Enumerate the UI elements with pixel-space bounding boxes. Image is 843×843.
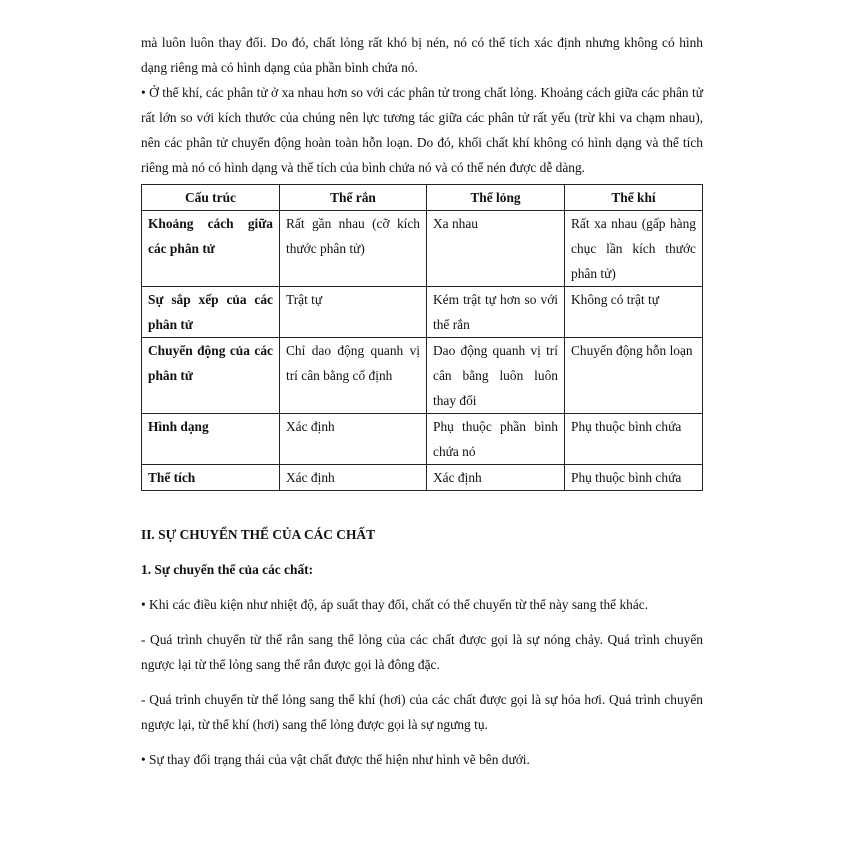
table-row [142, 338, 703, 414]
section-subtitle: 1. Sự chuyển thể của các chất: [141, 562, 314, 577]
table-row [142, 414, 703, 465]
intro-paragraph-gas: • Ở thể khí, các phân tử ở xa nhau hơn so với các phân tử trong chất lỏng. Khoảng cách giữa các phân tử rất lớn so với kích thước của chúng nên lực tương tác giữa các phân tử rất yếu (trừ khi va chạm nhau), nên các phân tử chuyển động hoàn toàn hỗn loạn. Do đó, khối chất khí không có hình dạng và thể tích riêng mà nó có hình dạng và thể tích của bình chứa nó và có thể nén được dễ dàng. [141, 85, 703, 175]
table-cell: Trật tự [280, 287, 427, 338]
table-row [142, 211, 703, 287]
section-title: II. SỰ CHUYỂN THỂ CỦA CÁC CHẤT [141, 527, 375, 542]
table-cell: Chỉ dao động quanh vị trí cân bằng cố định [280, 338, 427, 414]
table-header-cell: Thể rắn [280, 185, 427, 211]
table-row-header: Hình dạng [142, 414, 280, 465]
table-row-header: Chuyển động của các phân tử [142, 338, 280, 414]
table-cell: Xác định [280, 465, 427, 491]
table-cell: Rất xa nhau (gấp hàng chục lần kích thước phân tử) [565, 211, 703, 287]
table-cell: Xa nhau [427, 211, 565, 287]
table-cell: Xác định [427, 465, 565, 491]
table-cell: Phụ thuộc phần bình chứa nó [427, 414, 565, 465]
section-paragraph: • Khi các điều kiện như nhiệt độ, áp suất thay đổi, chất có thể chuyển từ thể này sang thể khác. [141, 597, 649, 612]
table-cell: Chuyển động hỗn loạn [565, 338, 703, 414]
table-cell: Phụ thuộc bình chứa [565, 414, 703, 465]
table-header-row [142, 185, 703, 211]
table-header-cell: Thể lỏng [427, 185, 565, 211]
table-cell: Dao động quanh vị trí cân bằng luôn luôn thay đổi [427, 338, 565, 414]
table-row-header: Thể tích [142, 465, 280, 491]
table-row-header: Sự sắp xếp của các phân tử [142, 287, 280, 338]
document-page [141, 30, 703, 772]
table-row [142, 465, 703, 491]
table-cell: Kém trật tự hơn so với thể rắn [427, 287, 565, 338]
table-cell: Rất gần nhau (cỡ kích thước phân tử) [280, 211, 427, 287]
intro-paragraph-liquid: mà luôn luôn thay đổi. Do đó, chất lỏng rất khó bị nén, nó có thể tích xác định nhưng không có hình dạng riêng mà có hình dạng của phần bình chứa nó. [141, 35, 703, 75]
section-paragraph: - Quá trình chuyển từ thể rắn sang thể lỏng của các chất được gọi là sự nóng chảy. Quá trình chuyển ngược lại từ thể lỏng sang thể rắn được gọi là đông đặc. [141, 632, 703, 672]
table-row-header: Khoảng cách giữa các phân tử [142, 211, 280, 287]
table-header-cell: Thể khí [565, 185, 703, 211]
section-paragraph: - Quá trình chuyển từ thể lỏng sang thể khí (hơi) của các chất được gọi là sự hóa hơi. Quá trình chuyển ngược lại, từ thể khí (hơi) sang thể lỏng được gọi là sự ngưng tụ. [141, 692, 703, 732]
table-header-cell: Cấu trúc [142, 185, 280, 211]
states-comparison-table [141, 184, 703, 491]
section-paragraph: • Sự thay đổi trạng thái của vật chất được thể hiện như hình vẽ bên dưới. [141, 752, 530, 767]
table-row [142, 287, 703, 338]
table-cell: Xác định [280, 414, 427, 465]
table-cell: Phụ thuộc bình chứa [565, 465, 703, 491]
table-cell: Không có trật tự [565, 287, 703, 338]
